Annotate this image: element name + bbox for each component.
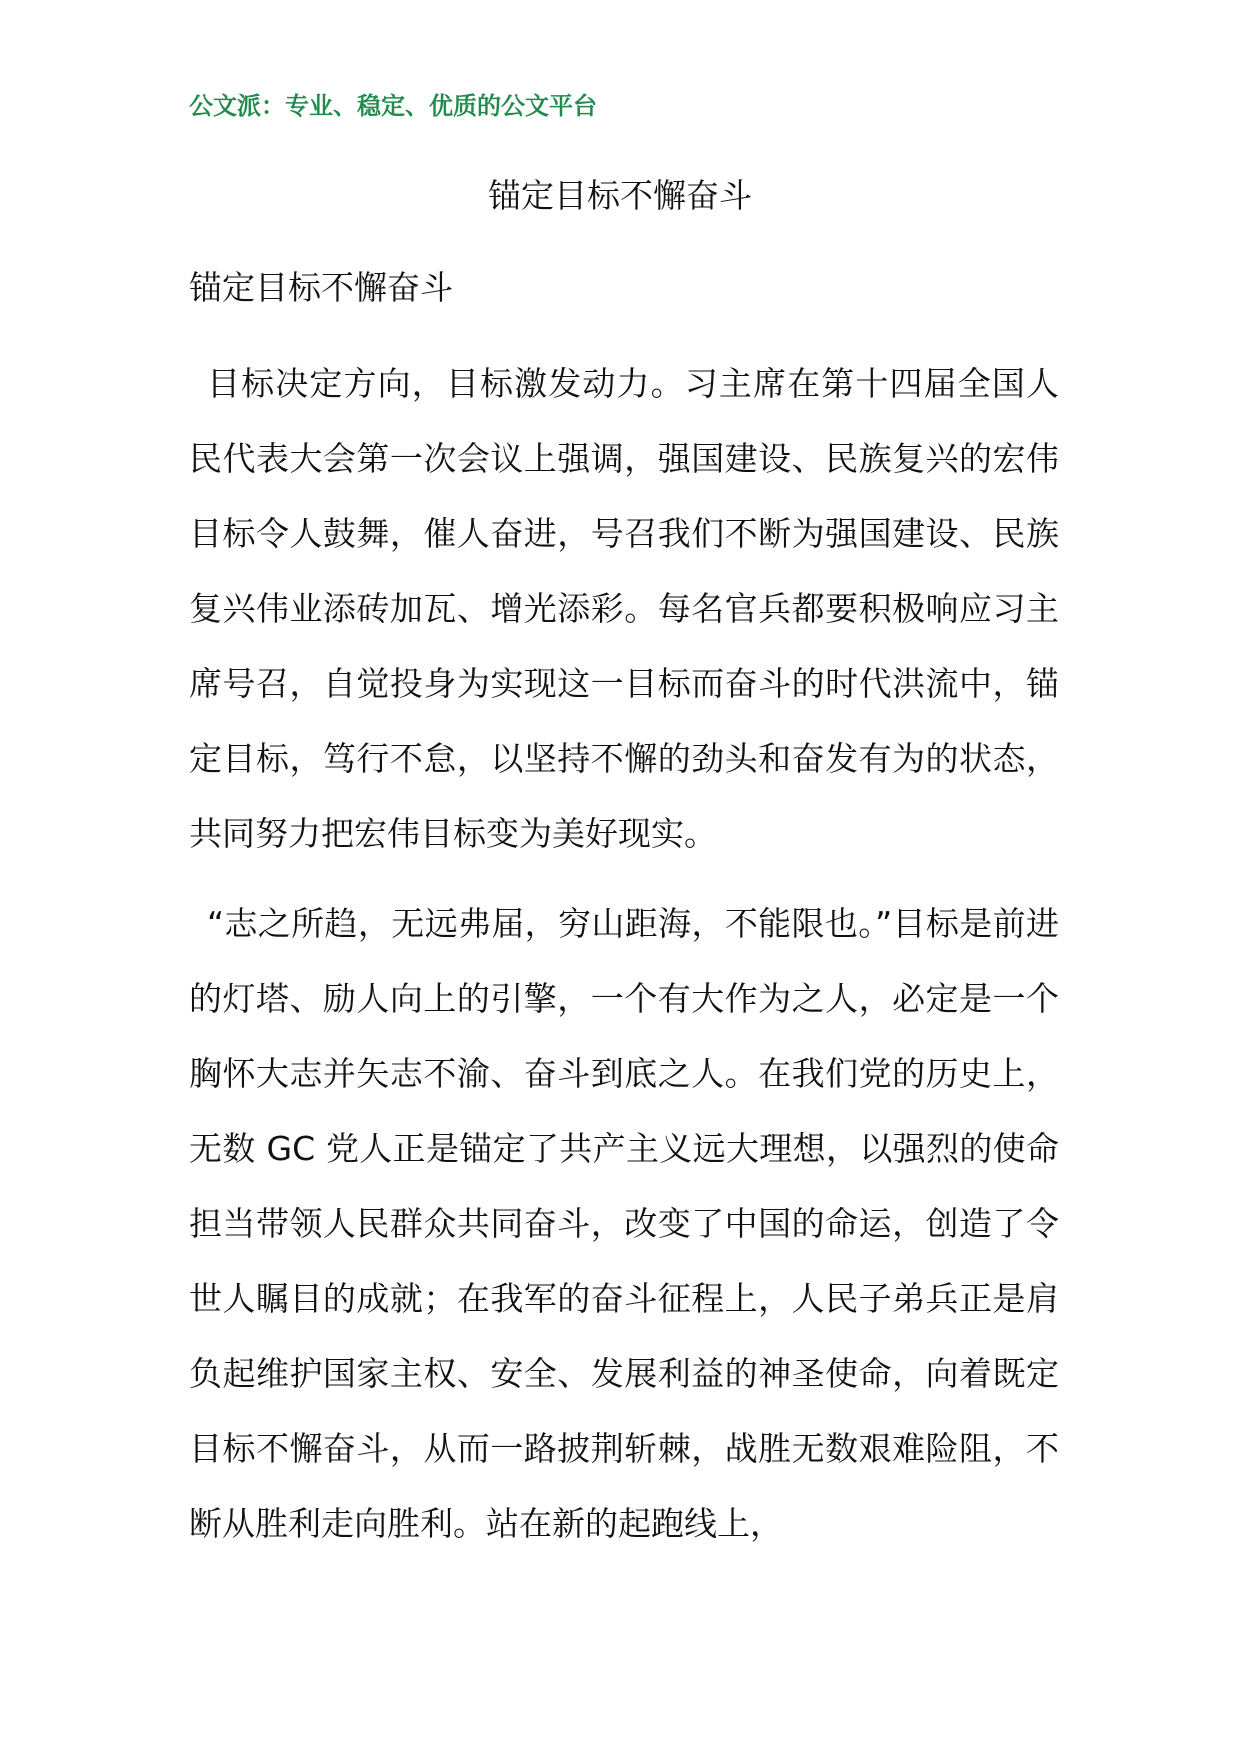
document-subtitle: 锚定目标不懈奋斗: [189, 268, 453, 307]
body-paragraph-1: 目标决定方向，目标激发动力。习主席在第十四届全国人民代表大会第一次会议上强调，强国建设、民族复兴的宏伟目标令人鼓舞，催人奋进，号召我们不断为强国建设、民族复兴伟业添砖加瓦、增光添彩。每名官兵都要积极响应习主席号召，自觉投身为实现这一目标而奋斗的时代洪流中，锚定目标，笃行不怠，以坚持不懈的劲头和奋发有为的状态，共同努力把宏伟目标变为美好现实。: [189, 364, 1059, 853]
document-title: 锚定目标不懈奋斗: [488, 176, 752, 215]
brand-header: 公文派：专业、稳定、优质的公文平台: [189, 91, 597, 120]
body-paragraph-2: “志之所趋，无远弗届，穷山距海，不能限也。”目标是前进的灯塔、励人向上的引擎，一个有大作为之人，必定是一个胸怀大志并矢志不渝、奋斗到底之人。在我们党的历史上，无数 GC 党人正是锚定了共产主义远大理想，以强烈的使命担当带领人民群众共同奋斗，改变了中国的命运，创造了令世人瞩目的成就；在我军的奋斗征程上，人民子弟兵正是肩负起维护国家主权、安全、发展利益的神圣使命，向着既定目标不懈奋斗，从而一路披荆斩棘，战胜无数艰难险阻，不断从胜利走向胜利。站在新的起跑线上，: [189, 904, 1059, 1543]
